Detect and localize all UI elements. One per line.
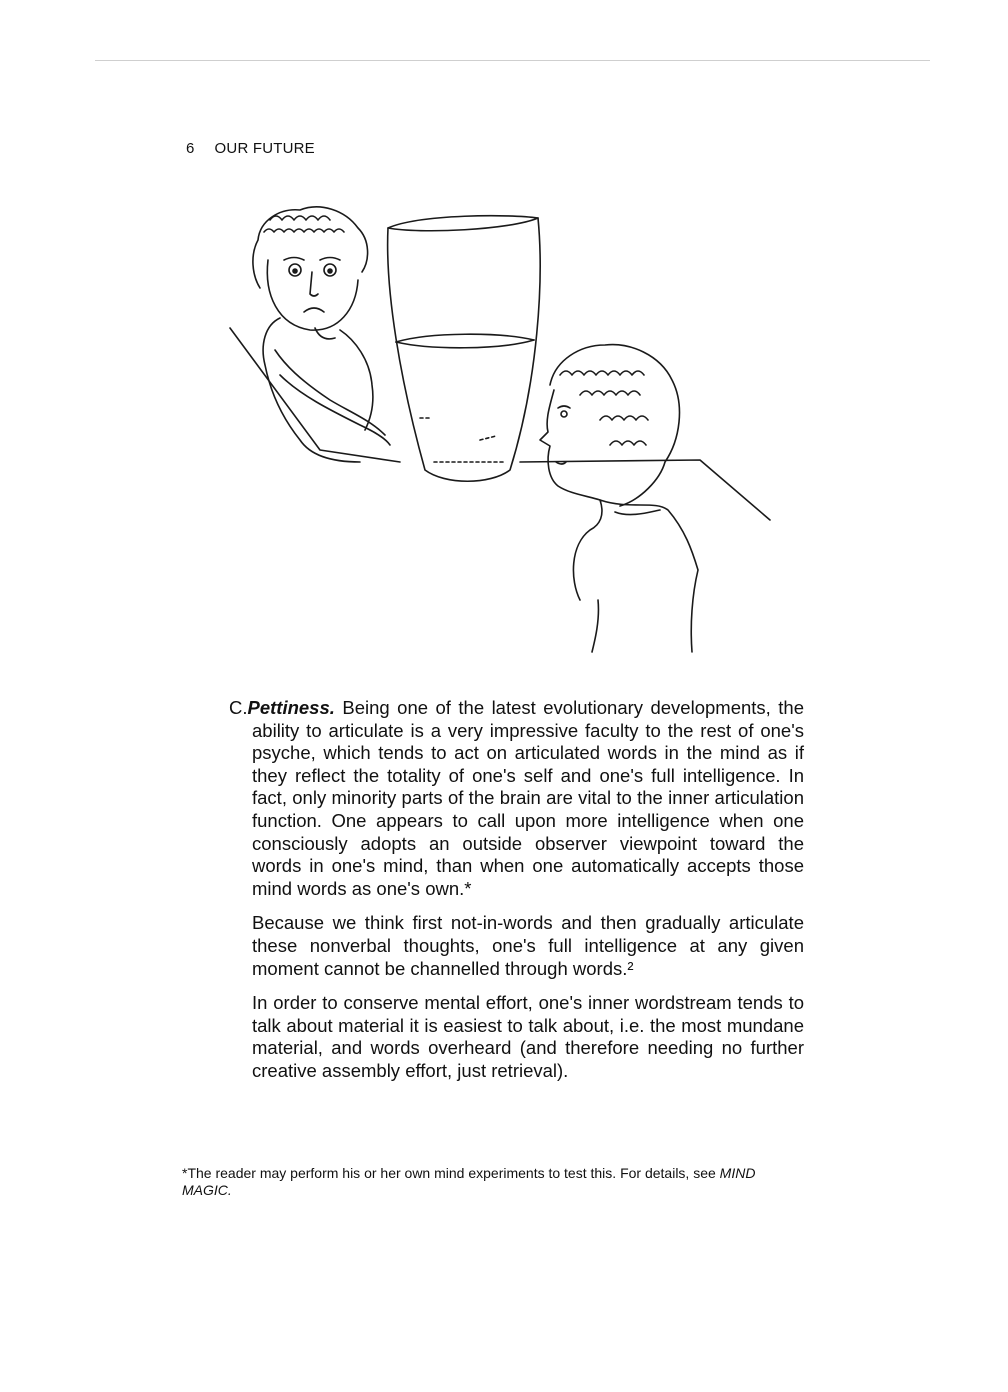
glass-water-line xyxy=(396,334,534,342)
right-child-face xyxy=(540,390,600,500)
section-marker: C. xyxy=(229,697,248,718)
paragraph-1-text: Being one of the latest evolutionary developments, the ability to articulate is a very impressive faculty to the rest of one's psyche, which tends to act on articulated words in the mind as if they reflect the totality of one's self and one's full intelligence. In fact, only minority parts of the brain are vital to the inner articulation function. One appears to call upon more intelligence when one consciously adopts an outside observer viewpoint toward the words in one's mind, than when one automatically accepts those mind words as one's own.* xyxy=(252,697,804,899)
left-child-hair xyxy=(253,207,368,288)
footnote-reference: MIND MAGIC. xyxy=(182,1165,756,1198)
top-rule xyxy=(95,60,930,61)
body-text xyxy=(229,697,804,1095)
running-head xyxy=(186,140,315,157)
page-number: 6 xyxy=(186,140,195,157)
footnote xyxy=(182,1165,804,1199)
right-child-body xyxy=(573,500,698,652)
glass-rim xyxy=(388,218,538,231)
paragraph-2: Because we think first not-in-words and then gradually articulate these nonverbal thoughts, one's full intelligence at any given moment cannot be channelled through words.² xyxy=(252,912,804,979)
paragraph-pettiness xyxy=(229,697,804,900)
illustration xyxy=(220,200,780,660)
table-edge-left xyxy=(230,328,400,462)
table-edge-right xyxy=(520,460,770,520)
section-heading: Pettiness. xyxy=(247,697,335,718)
left-child-body xyxy=(263,318,390,462)
footnote-text: *The reader may perform his or her own mind experiments to test this. For details, see xyxy=(182,1165,716,1181)
paragraph-3: In order to conserve mental effort, one's inner wordstream tends to talk about material it is easiest to talk about, i.e. the most mundane material, and words overheard (and therefore needing no further creative assembly effort, just retrieval). xyxy=(252,992,804,1081)
running-title: OUR FUTURE xyxy=(214,140,315,157)
right-child-hair xyxy=(550,345,679,506)
